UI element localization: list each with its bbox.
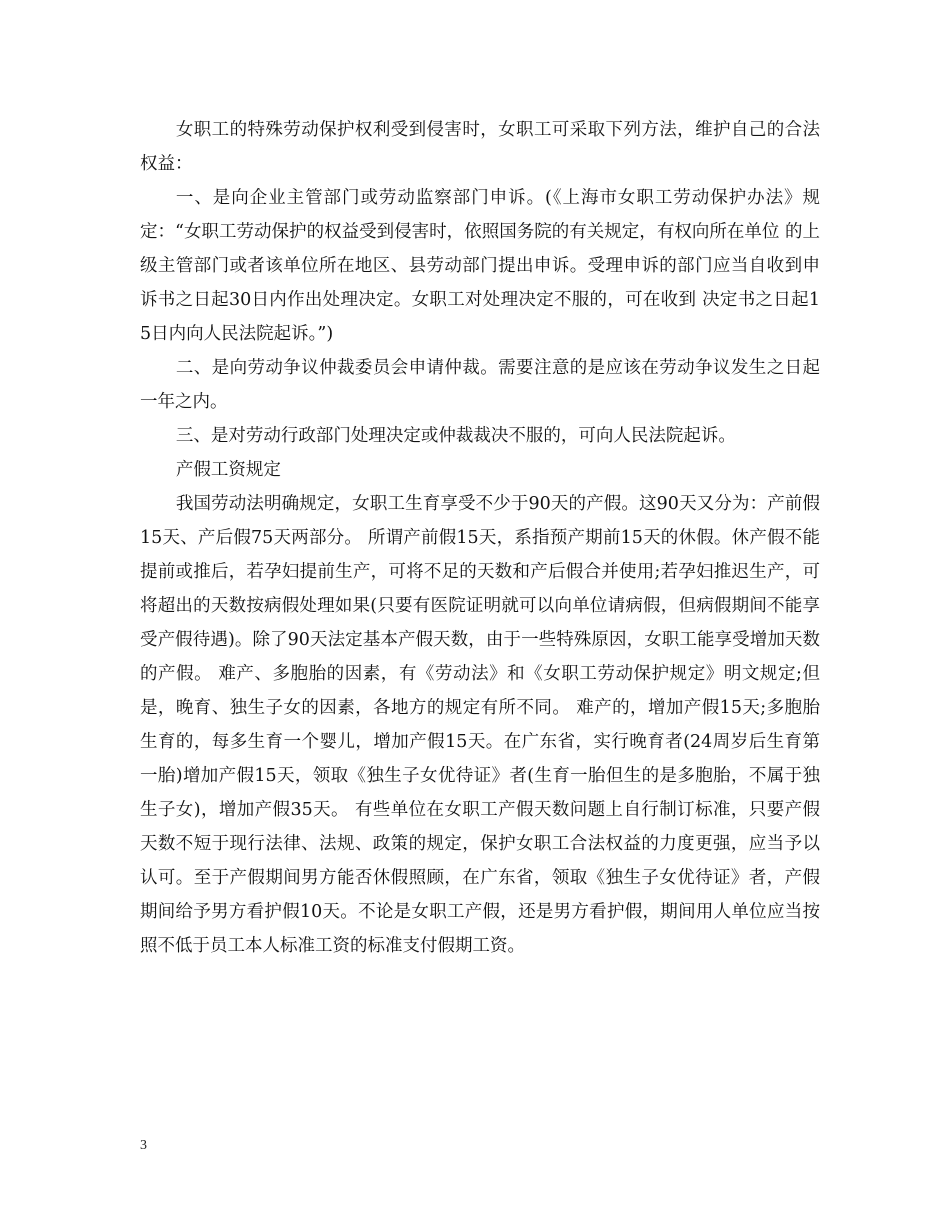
section-heading: 产假工资规定 — [175, 460, 281, 480]
page-number: 3 — [140, 1138, 147, 1153]
paragraph-intro: 女职工的特殊劳动保护权利受到侵害时，女职工可采取下列方法，维护自己的合法权益： — [140, 120, 820, 174]
body-text — [140, 113, 820, 963]
paragraph-method-1: 一、是向企业主管部门或劳动监察部门申诉。(《上海市女职工劳动保护办法》规定：“女职工劳动保护的权益受到侵害时，依照国务院的有关规定，有权向所在单位 的上级主管部门或者该单位所在地区、县劳动部门提出申诉。受理申诉的部门应当自收到申诉书之日起30日内作出处理决定。女职工对处理决定不服的，可在收到 决定书之日起15日内向人民法院起诉。”) — [140, 188, 820, 344]
paragraph-method-3: 三、是对劳动行政部门处理决定或仲裁裁决不服的，可向人民法院起诉。 — [175, 426, 736, 446]
paragraph-maternity-leave: 我国劳动法明确规定，女职工生育享受不少于90天的产假。这90天又分为：产前假15天、产后假75天两部分。 所谓产前假15天，系指预产期前15天的休假。休产假不能提前或推后，若孕妇提前生产，可将不足的天数和产后假合并使用;若孕妇推迟生产，可将超出的天数按病假处理如果(只要有医院证明就可以向单位请病假，但病假期间不能享受产假待遇)。除了90天法定基本产假天数，由于一些特殊原因，女职工能享受增加天数的产假。 难产、多胞胎的因素，有《劳动法》和《女职工劳动保护规定》明文规定;但是，晚育、独生子女的因素，各地方的规定有所不同。 难产的，增加产假15天;多胞胎生育的，每多生育一个婴儿，增加产假15天。在广东省，实行晚育者(24周岁后生育第一胎)增加产假15天，领取《独生子女优待证》者(生育一胎但生的是多胞胎，不属于独生子女)，增加产假35天。 有些单位在女职工产假天数问题上自行制订标准，只要产假天数不短于现行法律、法规、政策的规定，保护女职工合法权益的力度更强，应当予以认可。至于产假期间男方能否休假照顾，在广东省，领取《独生子女优待证》者，产假期间给予男方看护假10天。不论是女职工产假，还是男方看护假，期间用人单位应当按照不低于员工本人标准工资的标准支付假期工资。 — [140, 494, 820, 956]
paragraph-method-2: 二、是向劳动争议仲裁委员会申请仲裁。需要注意的是应该在劳动争议发生之日起一年之内。 — [140, 358, 820, 412]
